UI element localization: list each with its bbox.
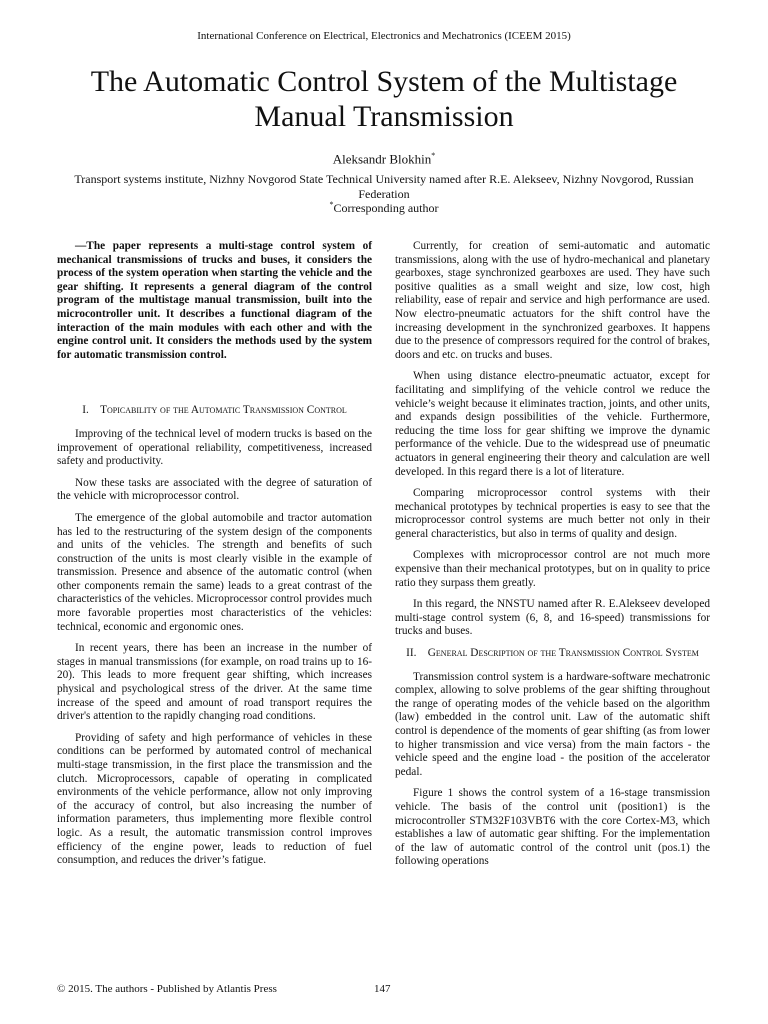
section-1-paragraph: The emergence of the global automobile and tractor automation has led to the restructuring of the system design of the components and units of the vehicles. The strength and benefits of such construction of the units is most clearly visible in the example of transmission. Presence and absence of the automatic control (when other components remain the same) leads to a great contrast of the characteristics of the vehicles. Microprocessor control provides much more favorable properties most characteristics of the vehicles: technical, economic and ergonomic ones. xyxy=(57,511,372,633)
footer-copyright: © 2015. The authors - Published by Atlantis Press xyxy=(57,983,277,995)
section-1-heading: I. Topicability of the Automatic Transmission Control xyxy=(82,404,347,417)
author-line xyxy=(0,151,768,167)
page-number: 147 xyxy=(374,983,391,995)
right-paragraph: In this regard, the NNSTU named after R. E.Alekseev developed multi-stage control system (6, 8, and 16-speed) transmissions for trucks and buses. xyxy=(395,598,710,638)
author-name: Aleksandr Blokhin xyxy=(332,151,432,167)
section-2-paragraph: Transmission control system is a hardware-software mechatronic complex, allowing to solve problems of the gear shifting throughout the range of operating modes of the vehicle based on the algorithm (law) embedded in the control unit. Law of the automatic shift control is dependence of the moments of gear shifting (as from lower to higher transmission and vice versa) from the main factors - the vehicle speed and the engine load - the position of the accelerator pedal. xyxy=(395,670,710,778)
corresponding-author xyxy=(0,200,768,216)
section-1-paragraph: Improving of the technical level of modern trucks is based on the improvement of operational reliability, competitiveness, increased safety and productivity. xyxy=(57,427,372,468)
right-paragraph: Currently, for creation of semi-automatic and automatic transmissions, along with the use of hydro-mechanical and planetary gearboxes, stage synchronized gearboxes are used. They have such positive qualities as a small weight and size, low cost, high reliability, ease of repair and service and high performance are used. Now electro-pneumatic actuators for the shift control have the increasing development in the synchronized gearboxes. It happens due to the presence of compressors required for the control of brakes, doors and etc. on trucks and buses. xyxy=(395,240,710,361)
right-paragraph: When using distance electro-pneumatic actuator, except for facilitating and simplifying of the vehicle control we reduce the vehicle’s weight because it eliminates traction, joints, and other units, and expands design possibilities of the vehicle. Furthermore, reducing the time loss for gear shifting we improve the dynamic performance of the vehicle. Due to the widespread use of pneumatic actuators in general engineering their theory and calculation are well developed. In this regard there is a lot of literature. xyxy=(395,370,710,478)
section-1-paragraph: Providing of safety and high performance of vehicles in these conditions can be performed by automated control of mechanical multi-stage transmission, in the first place the transmission and the clutch. Microprocessors, capable of operating in complicated environments of the vehicle performance, allow not only improving of the accuracy of control, but also increasing the number of information parameters, thus implementing more flexible control logic. As a result, the automatic transmission control improves efficiency of the engine power, leads to reduction of fuel consumption, and reduces the driver’s fatigue. xyxy=(57,731,372,867)
corresponding-text: Corresponding author xyxy=(333,201,439,215)
affiliation: Transport systems institute, Nizhny Novgorod State Technical University named after R.E. Alekseev, Nizhny Novgorod, Russian Federation xyxy=(74,172,694,201)
section-1-paragraph: In recent years, there has been an increase in the number of stages in manual transmissions (for example, on road trains up to 16-20). This leads to more frequent gear shifting, which increases physical and psychological stress of the driver. At the same time increase of the speed and amount of road transport requires the driver's attention to the rapidly changing road conditions. xyxy=(57,642,372,723)
conference-header: International Conference on Electrical, Electronics and Mechatronics (ICEEM 2015) xyxy=(197,30,571,42)
author-mark: * xyxy=(431,151,436,160)
corresponding-mark: * xyxy=(329,200,334,209)
section-1-paragraph: Now these tasks are associated with the degree of saturation of the vehicle with microprocessor control. xyxy=(57,476,372,503)
left-column xyxy=(57,240,372,876)
right-paragraph: Comparing microprocessor control systems with their mechanical prototypes by technical properties is easy to see that the microprocessor control systems are much better not only in their general characteristics, but also in terms of quality and design. xyxy=(395,487,710,540)
paper-title: The Automatic Control System of the Multistage Manual Transmission xyxy=(90,65,678,133)
section-2-heading: II. General Description of the Transmission Control System xyxy=(406,647,699,660)
right-column xyxy=(395,240,710,877)
section-2-paragraph: Figure 1 shows the control system of a 16-stage transmission vehicle. The basis of the control unit (position1) is the microcontroller STM32F103VBT6 with the core Cortex-M3, which establishes a law of automatic gear shifting. For the implementation of the law of automatic control of the control unit (pos.1) the following operations xyxy=(395,787,710,868)
abstract: —The paper represents a multi-stage control system of mechanical transmissions of trucks and buses, it considers the process of the system operation when starting the vehicle and the gear shifting. It represents a general diagram of the control program of the multistage manual transmission, built into the microcontroller unit. It describes a functional diagram of the interaction of the main modules with each other and with the engine control unit. It considers the methods used by the system for automatic transmission control. xyxy=(57,240,372,361)
right-paragraph: Complexes with microprocessor control are not much more expensive than their mechanical prototypes, but on in quality to price ratio they surpass them greatly. xyxy=(395,549,710,589)
